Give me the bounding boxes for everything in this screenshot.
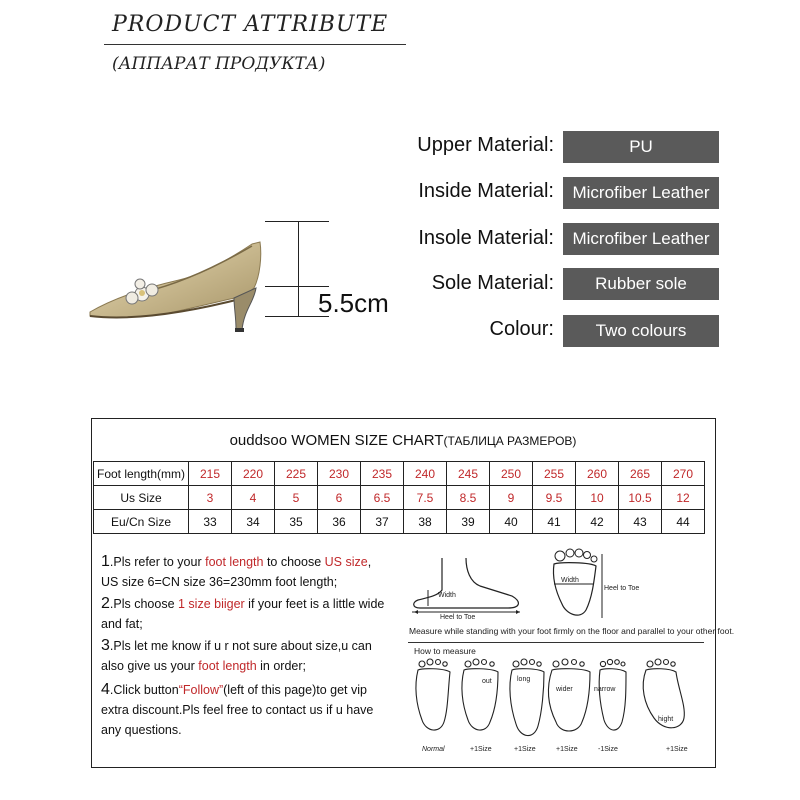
table-cell: 255 <box>533 462 576 486</box>
table-cell: 9.5 <box>533 486 576 510</box>
attr-label-inside: Inside Material: <box>418 180 554 202</box>
measure-top-line <box>265 221 329 222</box>
attr-value-upper: PU <box>563 131 719 163</box>
table-cell: 265 <box>619 462 662 486</box>
footprint-long <box>510 659 544 736</box>
instruction-number: 1 <box>101 553 110 570</box>
footprint-row <box>408 658 708 744</box>
instruction-highlight: US size <box>324 555 368 569</box>
table-cell: 10 <box>576 486 619 510</box>
instruction-text: if your feet is a little wide and fat; <box>101 597 385 631</box>
table-cell: 36 <box>318 510 361 534</box>
table-cell: 235 <box>361 462 404 486</box>
table-row-us-size <box>94 486 705 510</box>
table-cell: 250 <box>490 462 533 486</box>
table-cell: 43 <box>619 510 662 534</box>
table-cell: 44 <box>662 510 705 534</box>
attribute-title: PRODUCT ATTRIBUTE <box>112 12 389 37</box>
instruction-number: 2 <box>101 595 110 612</box>
instruction-highlight: 1 size biiger <box>178 597 245 611</box>
diagram-divider <box>408 642 704 643</box>
table-cell: 220 <box>232 462 275 486</box>
foot-size-label-hight: +1Size <box>666 746 688 753</box>
attr-label-upper: Upper Material: <box>417 134 554 156</box>
table-cell: 225 <box>275 462 318 486</box>
side-foot-diagram <box>408 556 526 622</box>
row-header: Us Size <box>94 486 189 510</box>
foot-inner-label-wider: wider <box>556 686 573 693</box>
instruction-text: .Pls let me know if u r not sure about size,u can also give us your <box>101 639 372 673</box>
table-cell: 245 <box>447 462 490 486</box>
size-table <box>93 461 705 534</box>
shoe-image <box>84 236 274 336</box>
table-cell: 8.5 <box>447 486 490 510</box>
table-cell: 260 <box>576 462 619 486</box>
instruction-1 <box>101 552 393 592</box>
foot-size-label-normal: Normal <box>422 746 445 753</box>
instruction-highlight: foot length <box>205 555 264 569</box>
attr-label-sole: Sole Material: <box>431 272 554 294</box>
instruction-4 <box>101 680 393 740</box>
foot-inner-label-long: long <box>517 676 531 683</box>
foot-inner-label-narrow: narrow <box>594 686 616 693</box>
table-cell: 33 <box>189 510 232 534</box>
attr-value-sole: Rubber sole <box>563 268 719 300</box>
table-cell: 34 <box>232 510 275 534</box>
title-underline <box>104 44 406 45</box>
table-cell: 41 <box>533 510 576 534</box>
attr-value-insole: Microfiber Leather <box>563 223 719 255</box>
instruction-3 <box>101 636 393 676</box>
foot-size-label-wider: +1Size <box>556 746 578 753</box>
table-cell: 4 <box>232 486 275 510</box>
table-cell: 9 <box>490 486 533 510</box>
instruction-text: .Click button <box>109 683 179 697</box>
table-cell: 7.5 <box>404 486 447 510</box>
row-header: Foot length(mm) <box>94 462 189 486</box>
footprint-out <box>462 659 498 730</box>
instruction-number: 3 <box>101 637 110 654</box>
attr-label-colour: Colour: <box>489 318 554 340</box>
table-cell: 6.5 <box>361 486 404 510</box>
heel-height-label: 5.5cm <box>318 288 389 318</box>
foot-size-label-out: +1Size <box>470 746 492 753</box>
measure-note: Measure while standing with your foot firmly on the floor and parallel to your other foot. <box>409 626 735 636</box>
footprint-wider <box>549 659 590 731</box>
table-cell: 215 <box>189 462 232 486</box>
table-cell: 5 <box>275 486 318 510</box>
size-chart-title <box>93 432 713 449</box>
instruction-text: to choose <box>263 555 325 569</box>
size-chart-title-suffix: (ТАБЛИЦА РАЗМЕРОВ) <box>443 434 577 448</box>
table-cell: 39 <box>447 510 490 534</box>
attribute-subtitle: (АППАРАТ ПРОДУКТА) <box>112 54 326 74</box>
foot-size-label-narrow: -1Size <box>598 746 618 753</box>
table-cell: 38 <box>404 510 447 534</box>
table-row-foot-length <box>94 462 705 486</box>
measure-mid-line <box>265 286 329 287</box>
instruction-text: US size 6=CN size 36=230mm foot length; <box>101 575 338 589</box>
top-heel-to-toe-label: Heel to Toe <box>604 585 640 592</box>
attr-value-colour: Two colours <box>563 315 719 347</box>
table-cell: 42 <box>576 510 619 534</box>
table-cell: 270 <box>662 462 705 486</box>
instruction-number: 4 <box>101 681 110 698</box>
footprint-normal <box>416 659 450 730</box>
instruction-text: , <box>367 555 372 569</box>
attr-label-insole: Insole Material: <box>418 227 554 249</box>
how-to-measure-label: How to measure <box>414 646 476 656</box>
table-cell: 37 <box>361 510 404 534</box>
footprint-narrow <box>599 659 626 730</box>
table-cell: 35 <box>275 510 318 534</box>
instruction-text: .Pls refer to your <box>109 555 206 569</box>
attr-value-inside: Microfiber Leather <box>563 177 719 209</box>
foot-inner-label-out: out <box>482 678 492 685</box>
table-cell: 40 <box>490 510 533 534</box>
instruction-2 <box>101 594 393 634</box>
table-cell: 12 <box>662 486 705 510</box>
side-heel-to-toe-label: Heel to Toe <box>440 614 476 621</box>
table-cell: 3 <box>189 486 232 510</box>
size-chart-title-main: ouddsoo WOMEN SIZE CHART <box>229 432 444 449</box>
table-cell: 230 <box>318 462 361 486</box>
table-cell: 240 <box>404 462 447 486</box>
foot-inner-label-hight: hight <box>658 716 674 723</box>
measure-vertical-line <box>298 221 299 317</box>
table-cell: 10.5 <box>619 486 662 510</box>
table-cell: 6 <box>318 486 361 510</box>
row-header: Eu/Cn Size <box>94 510 189 534</box>
instruction-text: (left of this page)to get vip extra discount.Pls feel free to contact us if u have any questions. <box>101 683 374 737</box>
foot-size-label-long: +1Size <box>514 746 536 753</box>
instruction-highlight: foot length <box>198 659 257 673</box>
side-width-label: Width <box>438 592 456 599</box>
follow-highlight: “Follow” <box>178 683 224 697</box>
top-width-label: Width <box>561 577 579 584</box>
instruction-text: in order; <box>256 659 307 673</box>
instruction-text: .Pls choose <box>109 597 178 611</box>
table-row-eu-cn-size <box>94 510 705 534</box>
